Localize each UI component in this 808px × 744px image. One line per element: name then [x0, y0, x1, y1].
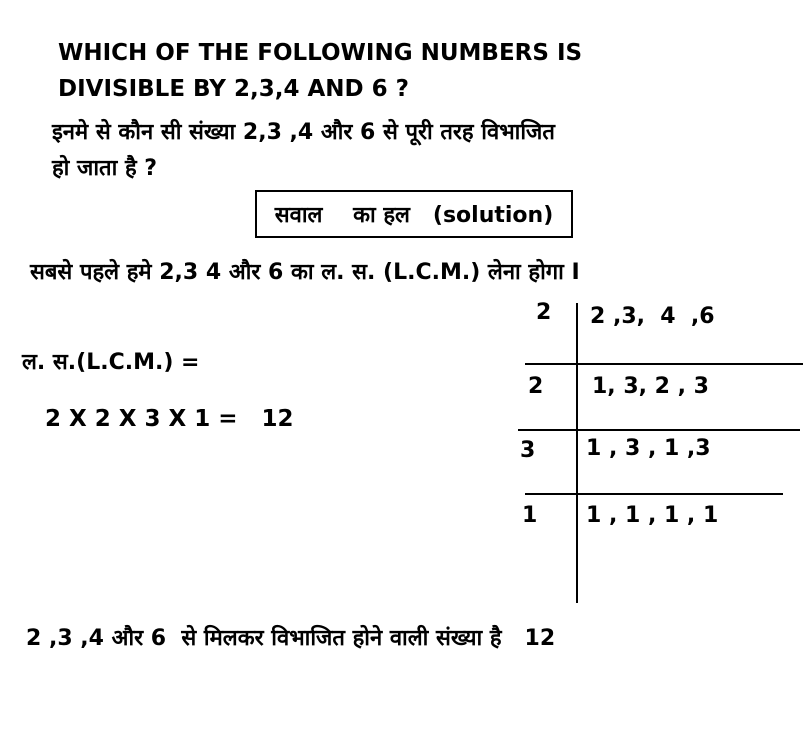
- lcm-calculation: 2 X 2 X 3 X 1 = 12: [45, 406, 294, 432]
- divisor-row-2: 2: [528, 374, 544, 399]
- values-row-3: 1 , 3 , 1 ,3: [586, 436, 711, 461]
- values-row-4: 1 , 1 , 1 , 1: [586, 503, 719, 528]
- solution-box: [255, 190, 573, 238]
- values-row-2: 1, 3, 2 , 3: [592, 374, 709, 399]
- solution-label: सवाल का हल (solution): [274, 203, 554, 228]
- conclusion-text: 2 ,3 ,4 और 6 से मिलकर विभाजित होने वाली संख्या है 12: [26, 626, 556, 651]
- divisor-row-1: 2: [536, 300, 552, 325]
- question-english-line1: WHICH OF THE FOLLOWING NUMBERS IS: [58, 40, 583, 66]
- division-line-3: [525, 493, 783, 495]
- divisor-row-3: 3: [520, 438, 536, 463]
- divisor-row-4: 1: [522, 503, 538, 528]
- lcm-label: ल. स.(L.C.M.) =: [22, 350, 200, 375]
- question-hindi-line1: इनमे से कौन सी संख्या 2,3 ,4 और 6 से पूरी तरह विभाजित: [52, 120, 555, 145]
- division-line-1: [525, 363, 803, 365]
- division-line-2: [518, 429, 800, 431]
- question-hindi-line2: हो जाता है ?: [52, 156, 158, 181]
- question-english-line2: DIVISIBLE BY 2,3,4 AND 6 ?: [58, 76, 409, 102]
- step1-text: सबसे पहले हमे 2,3 4 और 6 का ल. स. (L.C.M.) लेना होगा I: [30, 260, 580, 285]
- values-row-1: 2 ,3, 4 ,6: [590, 304, 715, 329]
- division-vertical-line: [576, 303, 578, 603]
